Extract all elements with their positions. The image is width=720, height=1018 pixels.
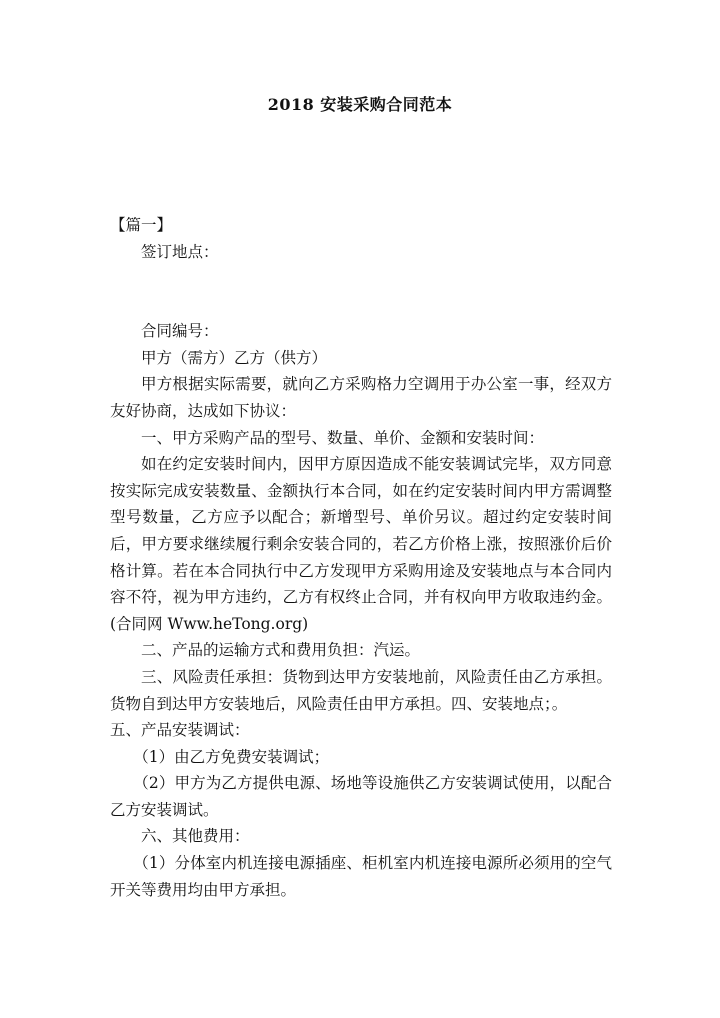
clause-5-heading: 五、产品安装调试： [110,721,250,740]
section-heading: 【篇一】 [110,216,173,234]
clause-6-heading: 六、其他费用： [141,827,250,846]
parties: 甲方（需方）乙方（供方） [141,348,328,367]
blank-line [110,265,612,318]
document-title: 2018 安装采购合同范本 [267,95,453,114]
preamble: 甲方根据实际需要，就向乙方采购格力空调用于办公室一事，经双方友好协商，达成如下协议： [110,375,612,420]
document-body [110,212,612,903]
clause-3-4: 三、风险责任承担：货物到达甲方安装地前，风险责任由乙方承担。货物自到达甲方安装地后，风险责任由甲方承担。四、安装地点；。 [110,667,612,713]
clause-6-item-1: （1）分体室内机连接电源插座、柜机室内机连接电源所必须用的空气开关等费用均由甲方承担。 [110,854,612,899]
clause-2: 二、产品的运输方式和费用负担：汽运。 [141,641,421,660]
contract-number: 合同编号： [141,322,219,341]
clause-5-item-1: （1）由乙方免费安装调试； [133,747,330,766]
clause-1-body: 如在约定安装时间内，因甲方原因造成不能安装调试完毕，双方同意按实际完成安装数量、金额执行本合同，如在约定安装时间内甲方需调整型号数量，乙方应予以配合；新增型号、单价另议。超过约定安装时间后，甲方要求继续履行剩余安装合同的，若乙方价格上涨，按照涨价后价格计算。若在本合同执行中乙方发现甲方采购用途及安装地点与本合同内容不符，视为甲方违约，乙方有权终止合同，并有权向甲方收取违约金。(合同网 Www.heTong.org) [110,455,612,633]
signing-location: 签订地点： [141,242,219,261]
clause-1-heading: 一、甲方采购产品的型号、数量、单价、金额和安装时间： [141,428,545,447]
clause-5-item-2: （2）甲方为乙方提供电源、场地等设施供乙方安装调试使用，以配合乙方安装调试。 [110,774,612,819]
